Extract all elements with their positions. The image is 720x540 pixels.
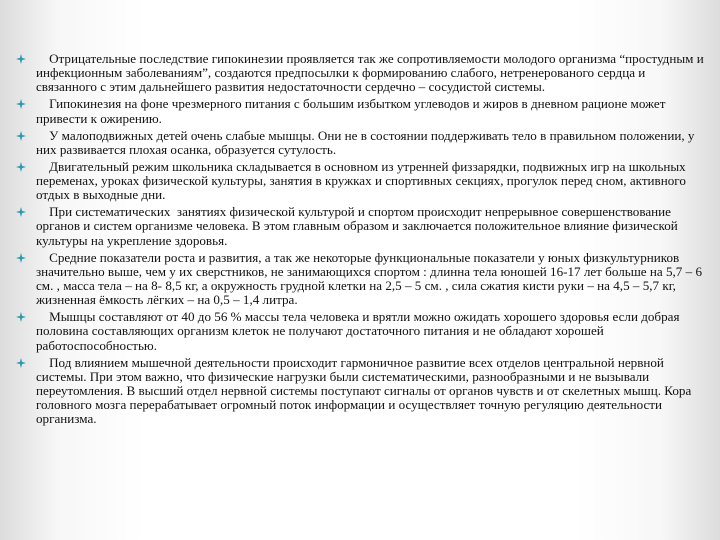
star-bullet-icon	[16, 253, 26, 263]
bullet-item	[0, 310, 720, 353]
bullet-item	[0, 356, 720, 427]
star-bullet-icon	[16, 99, 26, 109]
bullet-item	[0, 205, 720, 248]
bullet-item	[0, 251, 720, 308]
star-bullet-icon	[16, 207, 26, 217]
bullet-text: Мышцы составляют от 40 до 56 % массы тела человека и врятли можно ожидать хорошего здоровья если добрая половина составляющих организм клеток не получают достаточного питания и не обладают хорошей работоспособностью.	[36, 309, 683, 353]
bullet-text: Под влиянием мышечной деятельности происходит гармоничное развитие всех отделов центральной нервной системы. При этом важно, что физические нагрузки были систематическими, разнообразными и не вызывали переутомления. В высший отдел нервной системы поступают сигналы от органов чувств и от скелетных мышц. Кора головного мозга перерабатывает огромный поток информации и осуществляет точную регуляцию деятельности организма.	[36, 354, 695, 427]
star-bullet-icon	[16, 131, 26, 141]
bullet-text: Двигательный режим школьника складывается в основном из утренней физзарядки, подвижных игр на школьных переменах, уроках физической культуры, занятия в кружках и спортивных секциях, прогулок перед сном, активного отдых в выходные дни.	[36, 158, 690, 203]
bullet-text: Средние показатели роста и развития, а так же некоторые функциональные показатели у юных физкультурников значительно выше, чем у их сверстников, не занимающихся спортом : длинна тела юношей 16-17 лет больше на 5,7 – 6 см. , масса тела – на 8- 8,5 кг, а окружность грудной клетки на 2,5 – 5 см. , сила сжатия кисти руки – на 4,5 – 5,7 кг, жизненная ёмкость лёгких – на 0,5 – 1,4 литра.	[36, 249, 706, 308]
star-bullet-icon	[16, 312, 26, 322]
star-bullet-icon	[16, 358, 26, 368]
bullet-text: При систематических занятиях физической культурой и спортом происходит непрерывное совершенствование органов и систем организме человека. В этом главным образом и заключается положительное влияние физической культуры на укрепление здоровья.	[36, 204, 682, 248]
bullet-list	[0, 52, 720, 429]
bullet-text: У малоподвижных детей очень слабые мышцы. Они не в состоянии поддерживать тело в правильном положении, у них развивается плохая осанка, образуется сутулость.	[36, 127, 698, 157]
bullet-text: Отрицательные последствие гипокинезии проявляется так же сопротивляемости молодого организма “простудным и инфекционным заболеваниям”, создаются предпосылки к формированию слабого, нетренерованого сердца и связанного с этим дальнейшего развития недостаточности сердечно – сосудистой системы.	[36, 51, 707, 95]
bullet-item	[0, 129, 720, 157]
bullet-text: Гипокинезия на фоне чрезмерного питания с большим избытком углеводов и жиров в дневном рационе может привести к ожирению.	[36, 96, 669, 126]
star-bullet-icon	[16, 162, 26, 172]
star-bullet-icon	[16, 54, 26, 64]
bullet-item	[0, 97, 720, 125]
bullet-item	[0, 52, 720, 95]
bullet-item	[0, 160, 720, 203]
